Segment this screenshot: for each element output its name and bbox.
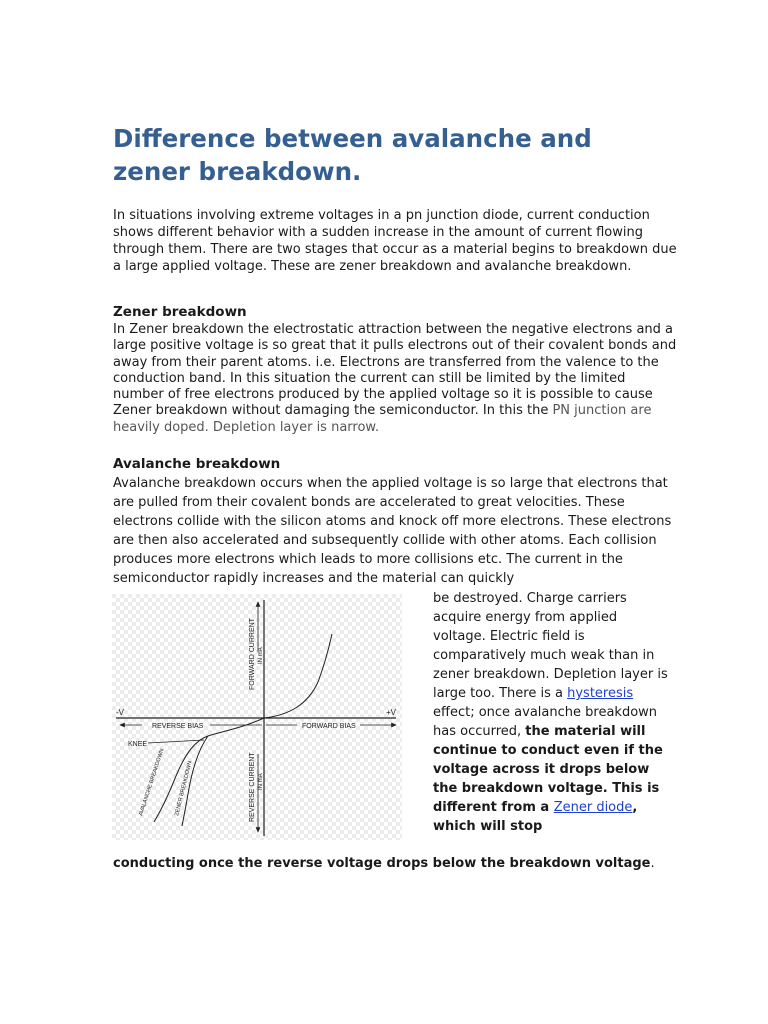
reverse-current-unit: IN mA (258, 773, 264, 790)
positive-voltage-label: +V (386, 708, 397, 717)
knee-label: KNEE (128, 741, 148, 748)
page-title: Difference between avalanche and zener breakdown. (113, 124, 592, 186)
zener-paragraph (113, 322, 678, 436)
avalanche-tail-text (113, 854, 673, 873)
avalanche-wrap-text (433, 589, 673, 836)
reverse-current-label: REVERSE CURRENT (249, 752, 256, 822)
avalanche-curve-label: AVALANCHE BREAKDOWN (138, 748, 166, 817)
bold-text-2-start: , which will stop (433, 800, 638, 834)
bold-text-1: the material will continue to conduct even if the voltage across it drops below the breakdown voltage. This is different from a (433, 724, 663, 815)
avalanche-paragraph: Avalanche breakdown occurs when the applied voltage is so large that electrons that are pulled from their covalent bonds are accelerated to great velocities. These electrons collide with the silicon atoms and knock off more electrons. These electrons are then also accelerated and subsequently collide with other atoms. Each collision produces more electrons which leads to more collisions etc. The current in the semiconductor rapidly increases and the material can quickly (113, 476, 672, 586)
diode-iv-characteristic-figure (112, 594, 402, 840)
forward-current-label: FORWARD CURRENT (249, 618, 256, 690)
end-period: . (650, 856, 655, 871)
zener-diode-link[interactable]: Zener diode (553, 800, 633, 815)
zener-body: In Zener breakdown the electrostatic attraction between the negative electrons and a large positive voltage is so great that it pulls electrons out of their covalent bonds and away from their parent atoms. i.e. Electrons are transferred from the valence to the conduction band. In this situation the current can still be limited by the limited number of free electrons produced by the applied voltage so it is possible to cause Zener breakdown without damaging the semiconductor. In this the (113, 322, 677, 419)
negative-voltage-label: -V (116, 708, 124, 717)
wrap-text-1: be destroyed. Charge carriers acquire energy from applied voltage. Electric field is comparatively much weak than in zener breakdown. Depletion layer is large too. There is a (433, 591, 668, 701)
wrap-text-2: effect; once avalanche breakdown has occurred, (433, 705, 658, 739)
intro-paragraph: In situations involving extreme voltages in a pn junction diode, current conduction shows different behavior with a sudden increase in the amount of current flowing through them. There are two stages that occur as a material begins to breakdown due a large applied voltage. These are zener breakdown and avalanche breakdown. (113, 208, 677, 274)
figure-background (112, 594, 402, 840)
hysteresis-link[interactable]: hysteresis (567, 686, 634, 701)
avalanche-heading: Avalanche breakdown (113, 456, 281, 472)
forward-bias-label: FORWARD BIAS (302, 723, 356, 730)
zener-heading: Zener breakdown (113, 304, 247, 320)
bold-text-2: conducting once the reverse voltage drops below the breakdown voltage (113, 856, 651, 871)
zener-note: PN junction are heavily doped. Depletion layer is narrow. (113, 403, 652, 435)
reverse-bias-label: REVERSE BIAS (152, 723, 204, 730)
forward-current-unit: IN mA (258, 647, 264, 664)
diode-iv-graph (112, 594, 402, 840)
zener-curve-label: ZENER BREAKDOWN (174, 760, 194, 817)
